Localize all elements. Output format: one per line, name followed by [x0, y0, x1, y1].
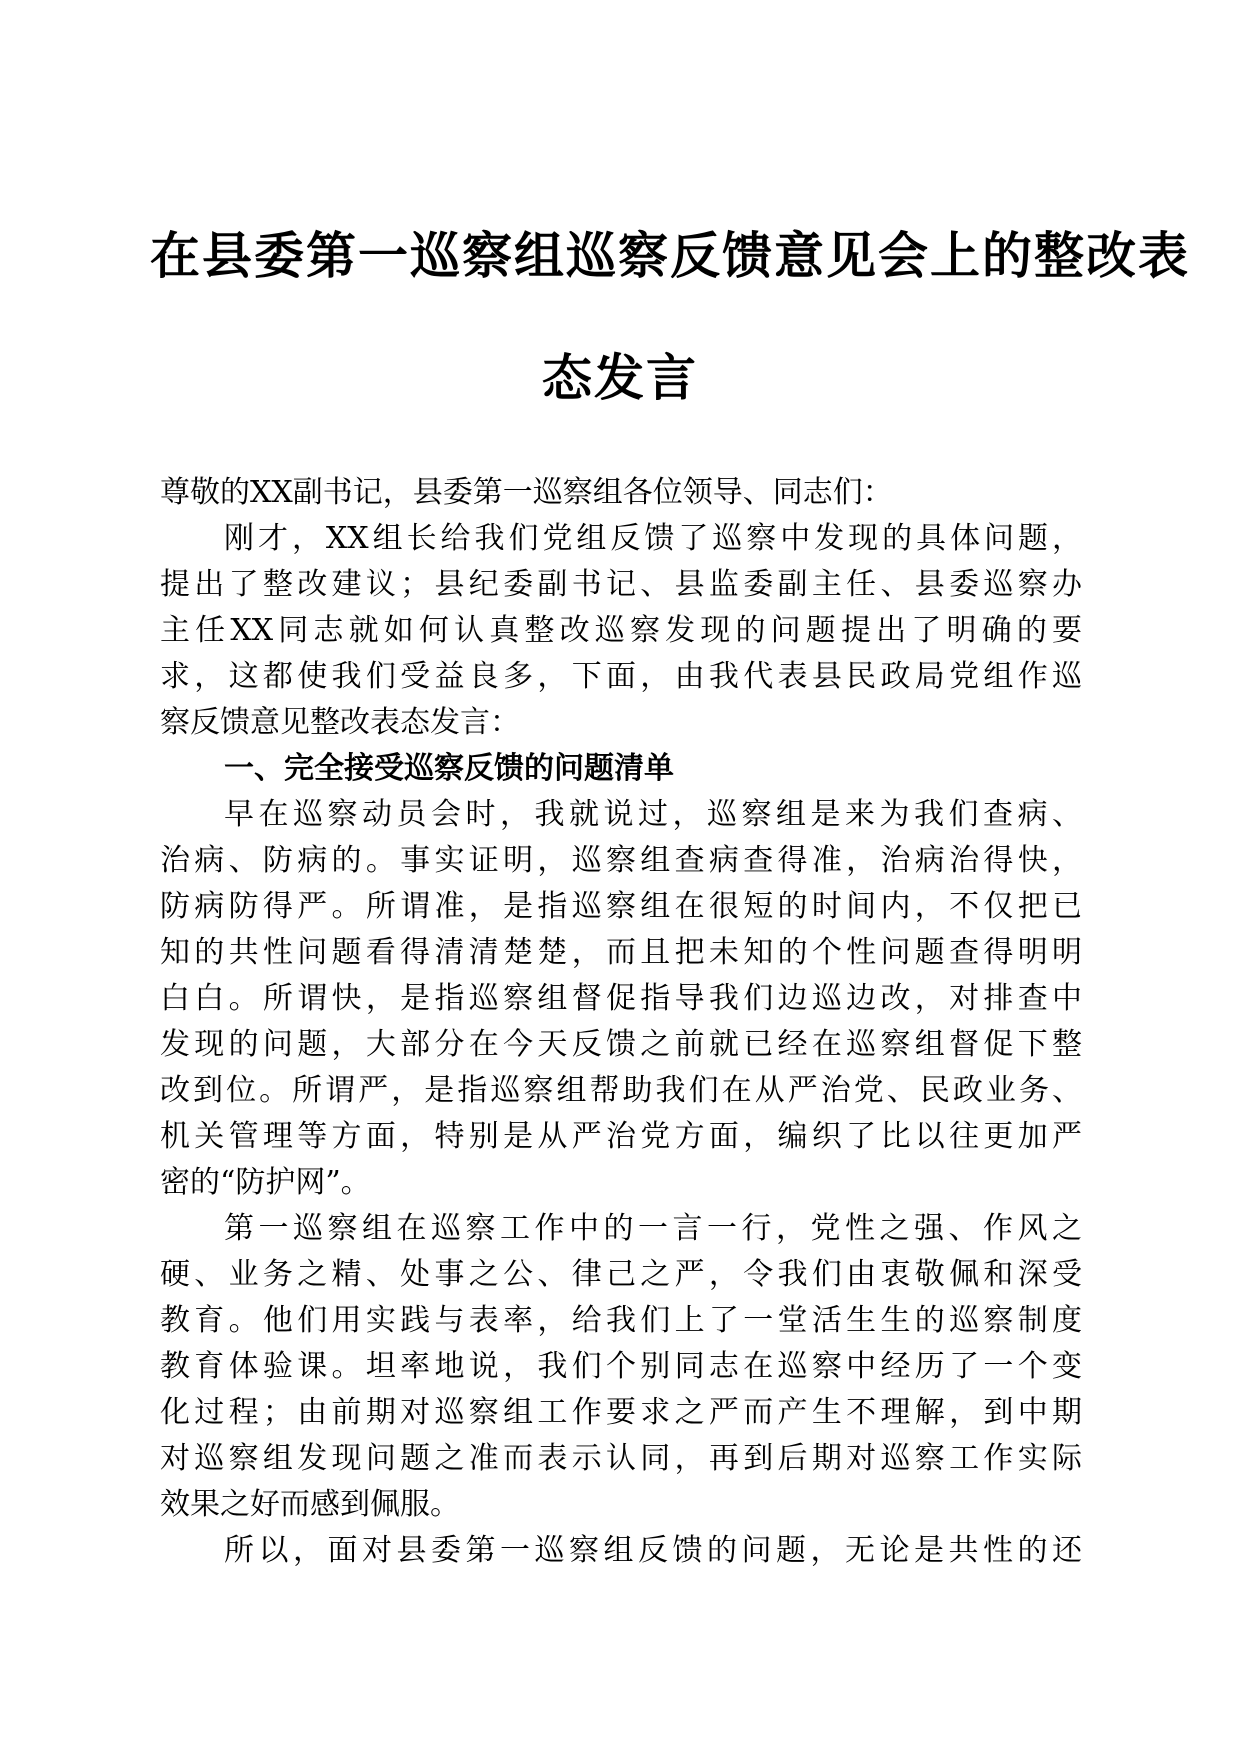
paragraph-line: 提出了整改建议；县纪委副书记、县监委副主任、县委巡察办 [160, 567, 1082, 602]
paragraph-line: 防病防得严。所谓准，是指巡察组在很短的时间内，不仅把已 [160, 889, 1082, 924]
paragraph-line: 对巡察组发现问题之准而表示认同，再到后期对巡察工作实际 [160, 1441, 1082, 1476]
paragraph-line: 白白。所谓快，是指巡察组督促指导我们边巡边改，对排查中 [160, 981, 1082, 1016]
document-title-line-1: 在县委第一巡察组巡察反馈意见会上的整改表 [150, 226, 1190, 285]
section-heading-1: 一、完全接受巡察反馈的问题清单 [224, 751, 674, 786]
paragraph-1 [160, 516, 1082, 746]
paragraph-line: 硬、业务之精、处事之公、律己之严，令我们由衷敬佩和深受 [160, 1257, 1082, 1292]
paragraph-line: 教育。他们用实践与表率，给我们上了一堂活生生的巡察制度 [160, 1303, 1082, 1338]
document-body [160, 470, 1082, 1574]
paragraph-line: 求，这都使我们受益良多，下面，由我代表县民政局党组作巡 [160, 659, 1082, 694]
paragraph-line: 发现的问题，大部分在今天反馈之前就已经在巡察组督促下整 [160, 1027, 1082, 1062]
salutation: 尊敬的XX副书记，县委第一巡察组各位领导、同志们： [160, 475, 893, 510]
paragraph-line: 刚才，XX组长给我们党组反馈了巡察中发现的具体问题， [224, 521, 1082, 556]
paragraph-3 [160, 1206, 1082, 1528]
paragraph-line: 治病、防病的。事实证明，巡察组查病查得准，治病治得快， [160, 843, 1082, 878]
paragraph-4 [160, 1528, 1082, 1574]
paragraph-line: 机关管理等方面，特别是从严治党方面，编织了比以往更加严 [160, 1119, 1082, 1154]
paragraph-line: 改到位。所谓严，是指巡察组帮助我们在从严治党、民政业务、 [160, 1073, 1082, 1108]
paragraph-line: 主任XX同志就如何认真整改巡察发现的问题提出了明确的要 [160, 613, 1082, 648]
paragraph-line: 知的共性问题看得清清楚楚，而且把未知的个性问题查得明明 [160, 935, 1082, 970]
paragraph-line: 早在巡察动员会时，我就说过，巡察组是来为我们查病、 [224, 797, 1082, 832]
document-title-line-2: 态发言 [542, 348, 698, 407]
paragraph-line: 密的“防护网”。 [160, 1165, 371, 1200]
paragraph-2 [160, 792, 1082, 1206]
paragraph-line: 第一巡察组在巡察工作中的一言一行，党性之强、作风之 [224, 1211, 1082, 1246]
paragraph-line: 化过程；由前期对巡察组工作要求之严而产生不理解，到中期 [160, 1395, 1082, 1430]
paragraph-line: 察反馈意见整改表态发言： [160, 705, 520, 740]
paragraph-line: 教育体验课。坦率地说，我们个别同志在巡察中经历了一个变 [160, 1349, 1082, 1384]
paragraph-line: 所以，面对县委第一巡察组反馈的问题，无论是共性的还 [224, 1533, 1082, 1568]
paragraph-line: 效果之好而感到佩服。 [160, 1487, 460, 1522]
